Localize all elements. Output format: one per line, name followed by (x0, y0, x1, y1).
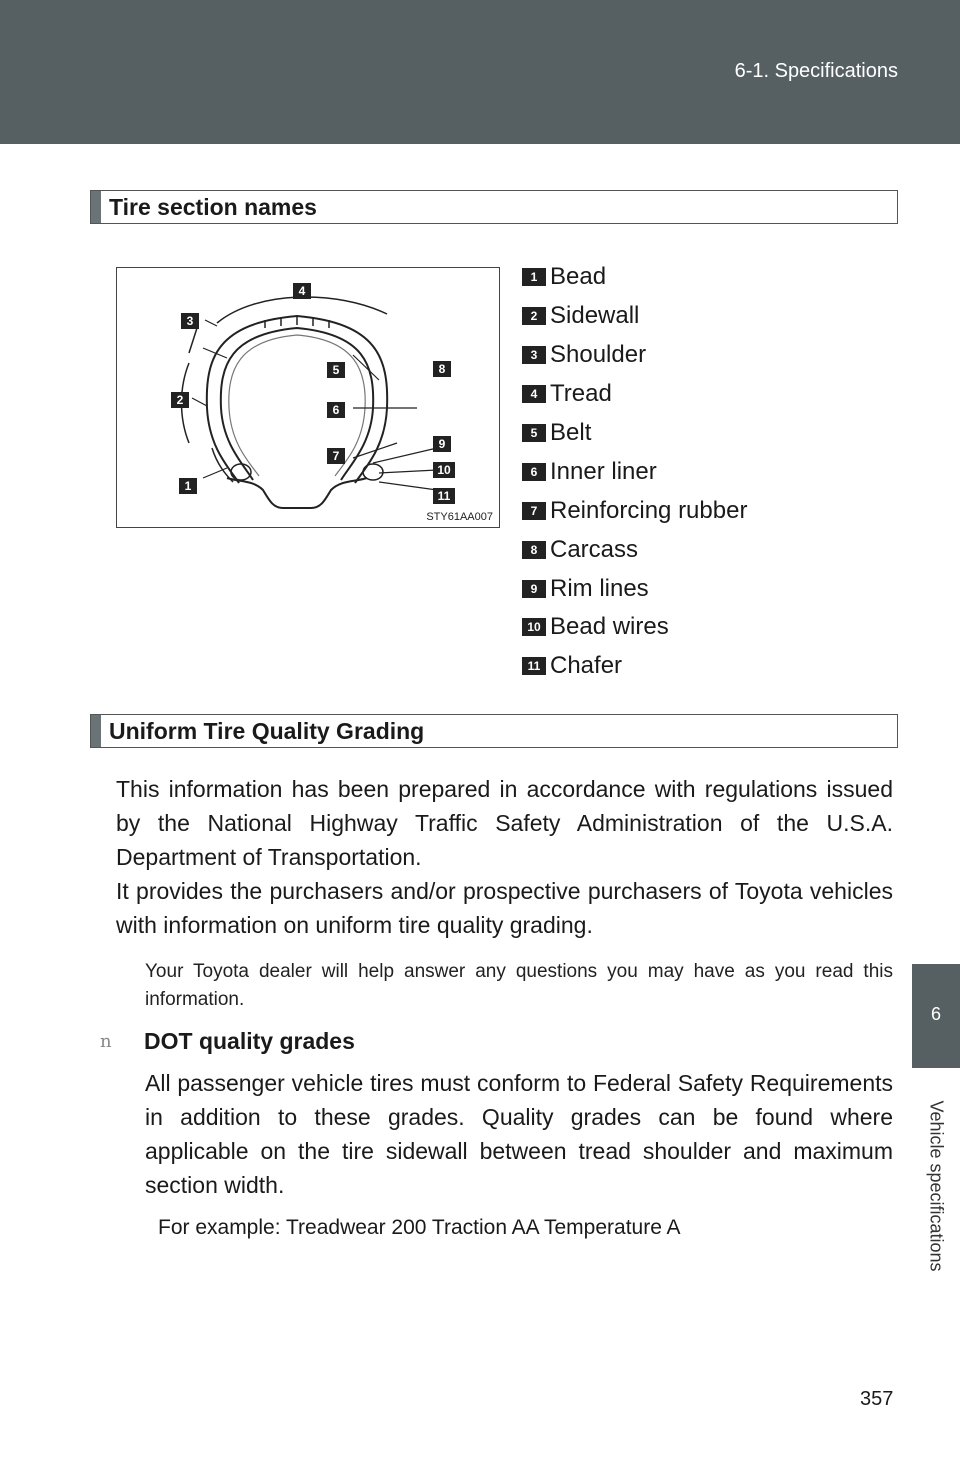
body-paragraph: It provides the purchasers and/or prospective purchasers of Toyota vehicles with information on uniform tire quality grading. (116, 878, 893, 938)
legend-badge: 10 (522, 618, 546, 636)
legend-badge: 8 (522, 541, 546, 559)
legend-badge: 1 (522, 268, 546, 286)
page-number: 357 (860, 1388, 894, 1410)
legend-badge: 6 (522, 463, 546, 481)
legend-label: Chafer (550, 652, 623, 680)
example-text: For example: Treadwear 200 Traction AA Temperature A (158, 1216, 681, 1239)
legend-item (522, 336, 747, 375)
chapter-tab (912, 964, 960, 1068)
legend-badge: 2 (522, 307, 546, 325)
section-heading-text: Tire section names (109, 193, 317, 220)
legend-item (522, 608, 747, 647)
svg-text:8: 8 (438, 362, 446, 376)
legend-badge: 9 (522, 580, 546, 598)
legend-label: Shoulder (550, 341, 647, 369)
legend-label: Belt (550, 419, 592, 446)
legend-badge: 5 (522, 424, 546, 442)
bullet-icon: n (100, 1031, 112, 1052)
tire-cross-section-illustration (117, 268, 501, 529)
legend-item (522, 530, 747, 569)
subheading-text: DOT quality grades (144, 1028, 355, 1054)
legend-label: Rim lines (550, 574, 649, 602)
legend-item (522, 414, 747, 453)
svg-text:11: 11 (437, 489, 451, 503)
chapter-label-text: Vehicle specifications (926, 1100, 947, 1272)
legend-badge: 4 (522, 385, 546, 403)
svg-text:10: 10 (437, 463, 451, 477)
legend-item (522, 375, 747, 414)
chapter-label (916, 1076, 956, 1296)
legend-item (522, 297, 747, 336)
svg-text:3: 3 (186, 314, 194, 328)
svg-text:4: 4 (298, 284, 306, 298)
legend-item (522, 647, 747, 686)
legend-badge: 11 (522, 657, 546, 675)
svg-text:7: 7 (332, 449, 340, 463)
svg-text:9: 9 (438, 437, 446, 451)
body-paragraph: All passenger vehicle tires must conform to Federal Safety Requirements in addition to these grades. Quality grades can be found where applicable on the tire sidewall between tread shoulder and maximum section width. (145, 1070, 893, 1198)
svg-text:5: 5 (332, 363, 340, 377)
legend-label: Tread (550, 380, 612, 408)
legend-label: Carcass (550, 535, 639, 563)
legend-label: Reinforcing rubber (550, 496, 748, 524)
legend-item (522, 569, 747, 608)
body-paragraph: This information has been prepared in accordance with regulations issued by the National Highway Traffic Safety Administration of the U.S.A. Department of Transportation. (116, 776, 893, 870)
section-heading-tire-names (90, 190, 898, 224)
svg-text:2: 2 (176, 393, 184, 407)
legend-label: Bead wires (550, 613, 669, 641)
chapter-number: 6 (930, 1004, 941, 1024)
legend-item (522, 452, 747, 491)
section-heading-text: Uniform Tire Quality Grading (109, 717, 425, 744)
heading-strip (91, 191, 101, 223)
tire-diagram (116, 267, 500, 528)
note-paragraph: Your Toyota dealer will help answer any questions you may have as you read this information. (145, 961, 893, 1010)
figure-code: STY61AA007 (426, 511, 493, 523)
tire-part-legend (522, 258, 747, 686)
legend-label: Inner liner (550, 457, 657, 485)
svg-text:6: 6 (332, 403, 340, 417)
svg-text:1: 1 (184, 479, 192, 493)
legend-label: Sidewall (550, 302, 640, 330)
subheading-dot-grades (100, 1028, 355, 1055)
legend-badge: 3 (522, 346, 546, 364)
legend-badge: 7 (522, 502, 546, 520)
section-title: 6-1. Specifications (734, 60, 898, 82)
legend-item (522, 491, 747, 530)
legend-item (522, 258, 747, 297)
heading-strip (91, 715, 101, 747)
section-heading-quality-grading (90, 714, 898, 748)
legend-label: Bead (550, 263, 607, 291)
page-header (0, 0, 960, 144)
